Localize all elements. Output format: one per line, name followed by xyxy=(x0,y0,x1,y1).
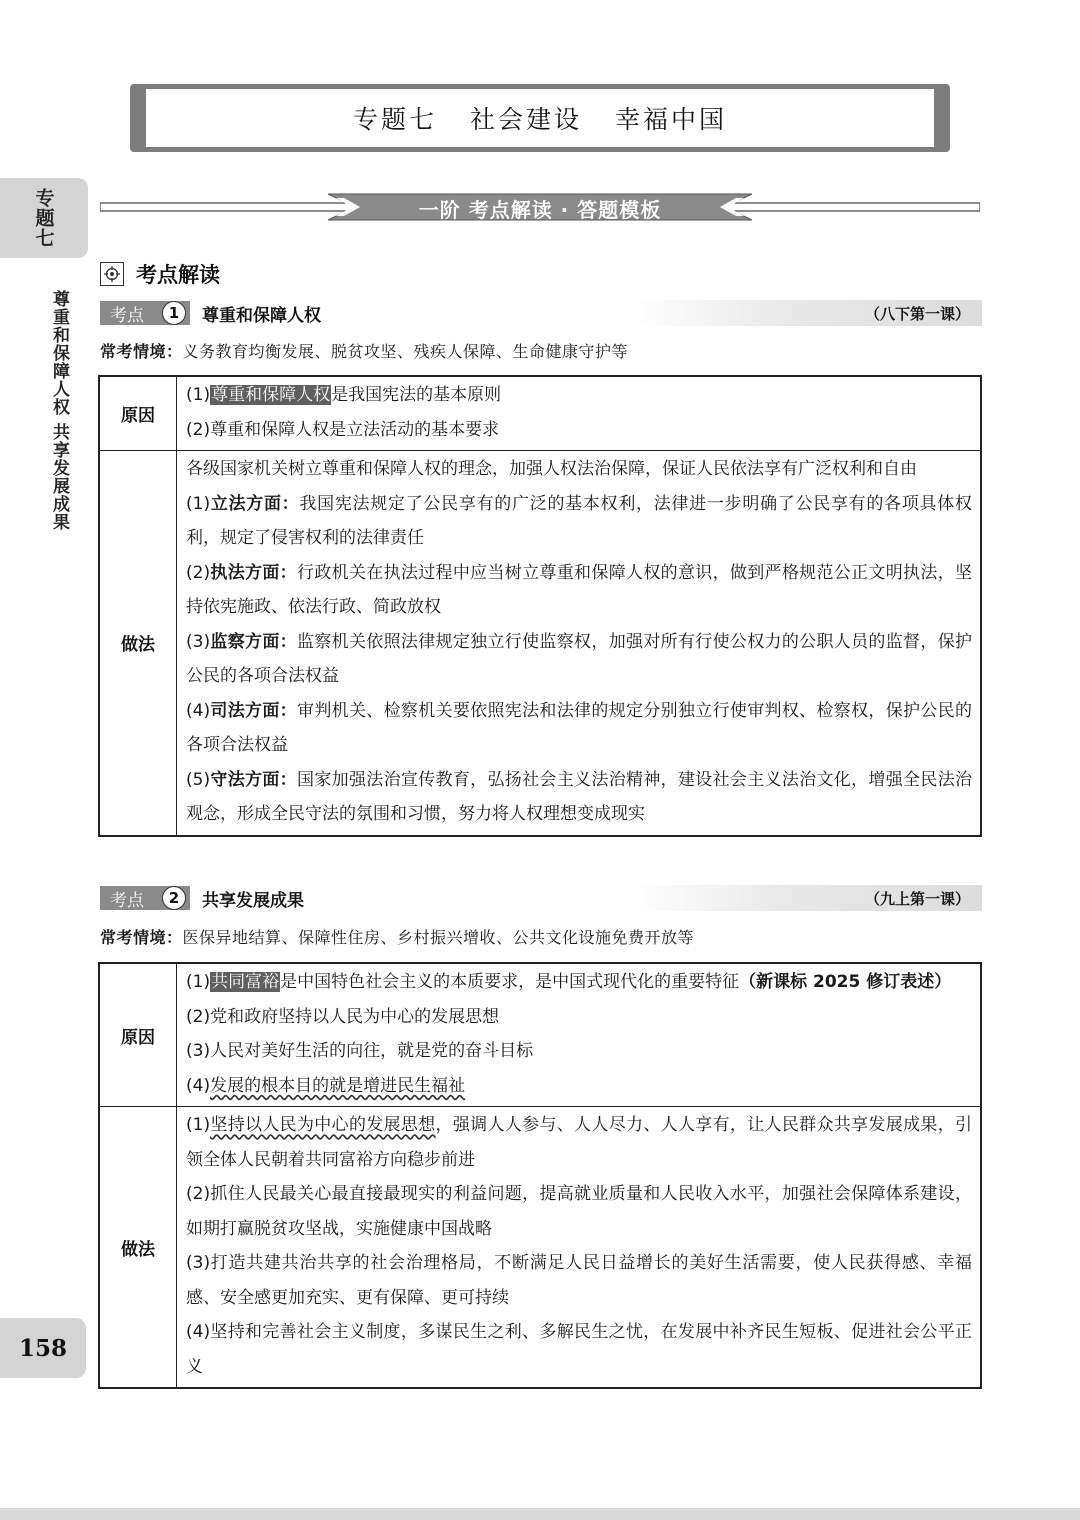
reason-cell xyxy=(177,963,982,1107)
method-cell xyxy=(177,451,982,836)
reason-cell xyxy=(177,376,982,451)
target-icon xyxy=(100,262,124,286)
method-cell xyxy=(177,1107,982,1389)
kaodian-2-number: 2 xyxy=(162,886,186,910)
kaodian-2-reference: （九上第一课） xyxy=(864,889,970,908)
list-item: (1)共同富裕是中国特色社会主义的本质要求，是中国式现代化的重要特征（新课标 2025 修订表述） xyxy=(186,972,952,992)
list-item: (1)坚持以人民为中心的发展思想，强调人人参与、人人尽力、人人享有，让人民群众共享发展成果，引领全体人民朝着共同富裕方向稳步前进 xyxy=(186,1115,973,1170)
kaodian-2-context xyxy=(100,925,694,948)
list-item: 各级国家机关树立尊重和保障人权的理念，加强人权法治保障，保证人民依法享有广泛权利和自由 xyxy=(186,459,917,479)
list-item: (3)监察方面：监察机关依照法律规定独立行使监察权，加强对所有行使公权力的公职人员的监督，保护公民的各项合法权益 xyxy=(186,631,973,686)
list-item: (3)人民对美好生活的向往，就是党的奋斗目标 xyxy=(186,1041,534,1061)
page-number: 158 xyxy=(0,1318,86,1378)
kaodian-1-table xyxy=(98,375,982,837)
table-row xyxy=(99,376,981,451)
kaodian-1-title: 尊重和保障人权 xyxy=(202,305,321,326)
chapter-side-tab xyxy=(0,178,88,258)
list-item: (2)抓住人民最关心最直接最现实的利益问题，提高就业质量和人民收入水平，加强社会保障体系建设，如期打赢脱贫攻坚战，实施健康中国战略 xyxy=(186,1184,972,1239)
context-label: 常考情境： xyxy=(100,928,183,947)
reason-header: 原因 xyxy=(99,376,177,451)
list-item: (2)执法方面：行政机关在执法过程中应当树立尊重和保障人权的意识，做到严格规范公正文明执法，坚持依宪施政、依法行政、简政放权 xyxy=(186,562,973,617)
context-text: 义务教育均衡发展、脱贫攻坚、残疾人保障、生命健康守护等 xyxy=(182,342,629,361)
title-banner xyxy=(130,84,950,152)
list-item: (3)打造共建共治共享的社会治理格局，不断满足人民日益增长的美好生活需要，使人民获得感、幸福感、安全感更加充实、更有保障、更可持续 xyxy=(186,1253,972,1308)
section-heading xyxy=(100,258,220,290)
divider-label: 一阶 考点解读 · 答题模板 xyxy=(418,197,662,222)
page-title: 专题七 社会建设 幸福中国 xyxy=(146,89,934,147)
kaodian-2-bar xyxy=(100,885,982,911)
list-item: (4)坚持和完善社会主义制度，多谋民生之利、多解民生之忧，在发展中补齐民生短板、促进社会公平正义 xyxy=(186,1322,972,1377)
highlight-term: 尊重和保障人权 xyxy=(211,385,331,405)
list-item: (5)守法方面：国家加强法治宣传教育，弘扬社会主义法治精神，建设社会主义法治文化，增强全民法治观念，形成全民守法的氛围和习惯，努力将人权理想变成现实 xyxy=(186,769,973,824)
heading-text: 考点解读 xyxy=(136,263,220,287)
method-header: 做法 xyxy=(99,1107,177,1389)
table-row xyxy=(99,1107,981,1389)
list-item: (1)尊重和保障人权是我国宪法的基本原则 xyxy=(186,385,502,405)
kaodian-1-reference: （八下第一课） xyxy=(864,304,970,323)
context-label: 常考情境： xyxy=(100,342,183,361)
wavy-underline-text: 发展的根本目的就是增进民生福祉 xyxy=(210,1075,466,1096)
list-item: (4)司法方面：审判机关、检察机关要依照宪法和法律的规定分别独立行使审判权、检察权，保护公民的各项合法权益 xyxy=(186,700,973,755)
context-text: 医保异地结算、保障性住房、乡村振兴增收、公共文化设施免费开放等 xyxy=(182,928,695,947)
kaodian-1-label: 考点 xyxy=(100,301,190,325)
kaodian-1-number: 1 xyxy=(162,301,186,325)
reason-header: 原因 xyxy=(99,963,177,1107)
list-item: (2)党和政府坚持以人民为中心的发展思想 xyxy=(186,1006,500,1027)
list-item: (2)尊重和保障人权是立法活动的基本要求 xyxy=(186,419,500,440)
kaodian-2-title: 共享发展成果 xyxy=(202,890,304,911)
highlight-term: 共同富裕 xyxy=(211,972,280,992)
list-item: (4)发展的根本目的就是增进民生福祉 xyxy=(186,1075,466,1096)
list-item: (1)立法方面：我国宪法规定了公民享有的广泛的基本权利，法律进一步明确了公民享有的各项具体权利，规定了侵害权利的法律责任 xyxy=(186,493,972,548)
side-section-title: 尊重和保障人权 共享发展成果 xyxy=(49,290,69,531)
kaodian-2-table xyxy=(98,962,982,1389)
kaodian-1-bar xyxy=(100,300,982,326)
kaodian-2-label: 考点 xyxy=(100,886,190,910)
table-row xyxy=(99,451,981,836)
wavy-underline-text: 坚持以人民为中心的发展思想 xyxy=(210,1115,436,1135)
chapter-side-tab-label: 专题七 xyxy=(32,188,55,248)
bottom-strip xyxy=(0,1508,1080,1520)
method-header: 做法 xyxy=(99,451,177,836)
kaodian-1-context xyxy=(100,339,628,362)
table-row xyxy=(99,963,981,1107)
